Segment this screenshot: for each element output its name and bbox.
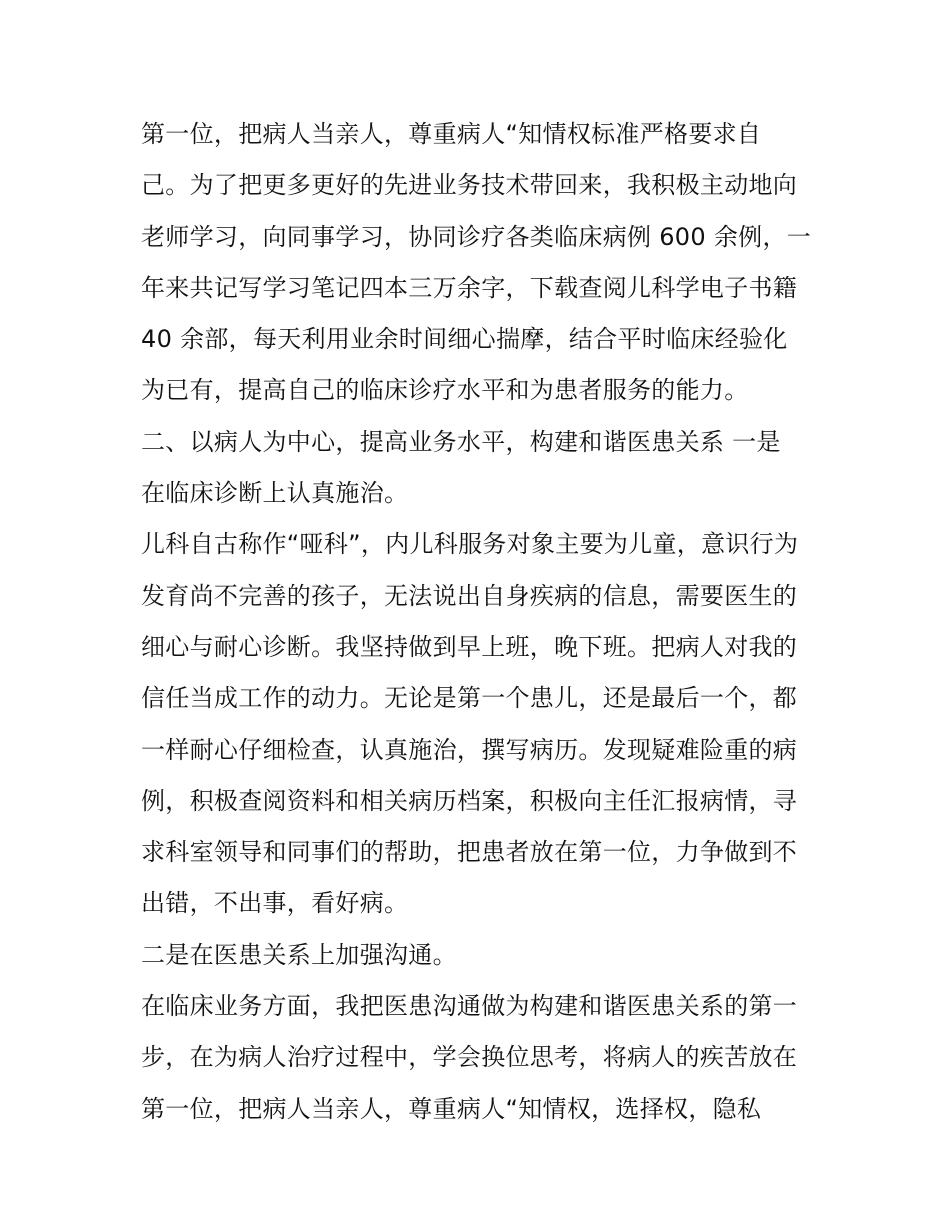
text-line: 细心与耐心诊断。我坚持做到早上班，晚下班。把病人对我的: [141, 632, 798, 661]
subsection-heading: 二是在医患关系上加强沟通。: [141, 940, 457, 969]
text-line: 发育尚不完善的孩子，无法说出自身疾病的信息，需要医生的: [141, 581, 798, 610]
text-line: 在临床业务方面，我把医患沟通做为构建和谐医患关系的第一: [141, 992, 798, 1021]
text-line: 例，积极查阅资料和相关病历档案，积极向主任汇报病情，寻: [141, 786, 798, 815]
text-line: 年来共记写学习笔记四本三万余字，下载查阅儿科学电子书籍: [141, 273, 798, 302]
text-line: 老师学习，向同事学习，协同诊疗各类临床病例 600 余例，一: [141, 222, 812, 251]
text-line: 求科室领导和同事们的帮助，把患者放在第一位，力争做到不: [141, 838, 798, 867]
text-line: 第一位，把病人当亲人，尊重病人“知情权标准严格要求自: [141, 120, 762, 148]
text-line: 在临床诊断上认真施治。: [141, 479, 409, 508]
text-line: 出错，不出事，看好病。: [141, 889, 409, 918]
text-line: 儿科自古称作“哑科”，内儿科服务对象主要为儿童，意识行为: [141, 530, 799, 559]
text-line: 一样耐心仔细检查，认真施治，撰写病历。发现疑难险重的病: [141, 735, 798, 764]
document-body: [141, 109, 811, 1135]
text-line: 第一位，把病人当亲人，尊重病人“知情权，选择权，隐私: [141, 1094, 762, 1123]
text-line: 步，在为病人治疗过程中，学会换位思考，将病人的疾苦放在: [141, 1043, 798, 1072]
text-line: 40 余部，每天利用业余时间细心揣摩，结合平时临床经验化: [141, 325, 788, 354]
text-line: 信任当成工作的动力。无论是第一个患儿，还是最后一个，都: [141, 684, 798, 713]
section-heading: 二、以病人为中心，提高业务水平，构建和谐医患关系 一是: [141, 427, 781, 456]
text-line: 为已有，提高自己的临床诊疗水平和为患者服务的能力。: [141, 376, 749, 405]
text-line: 己。为了把更多更好的先进业务技术带回来，我积极主动地向: [141, 171, 798, 200]
